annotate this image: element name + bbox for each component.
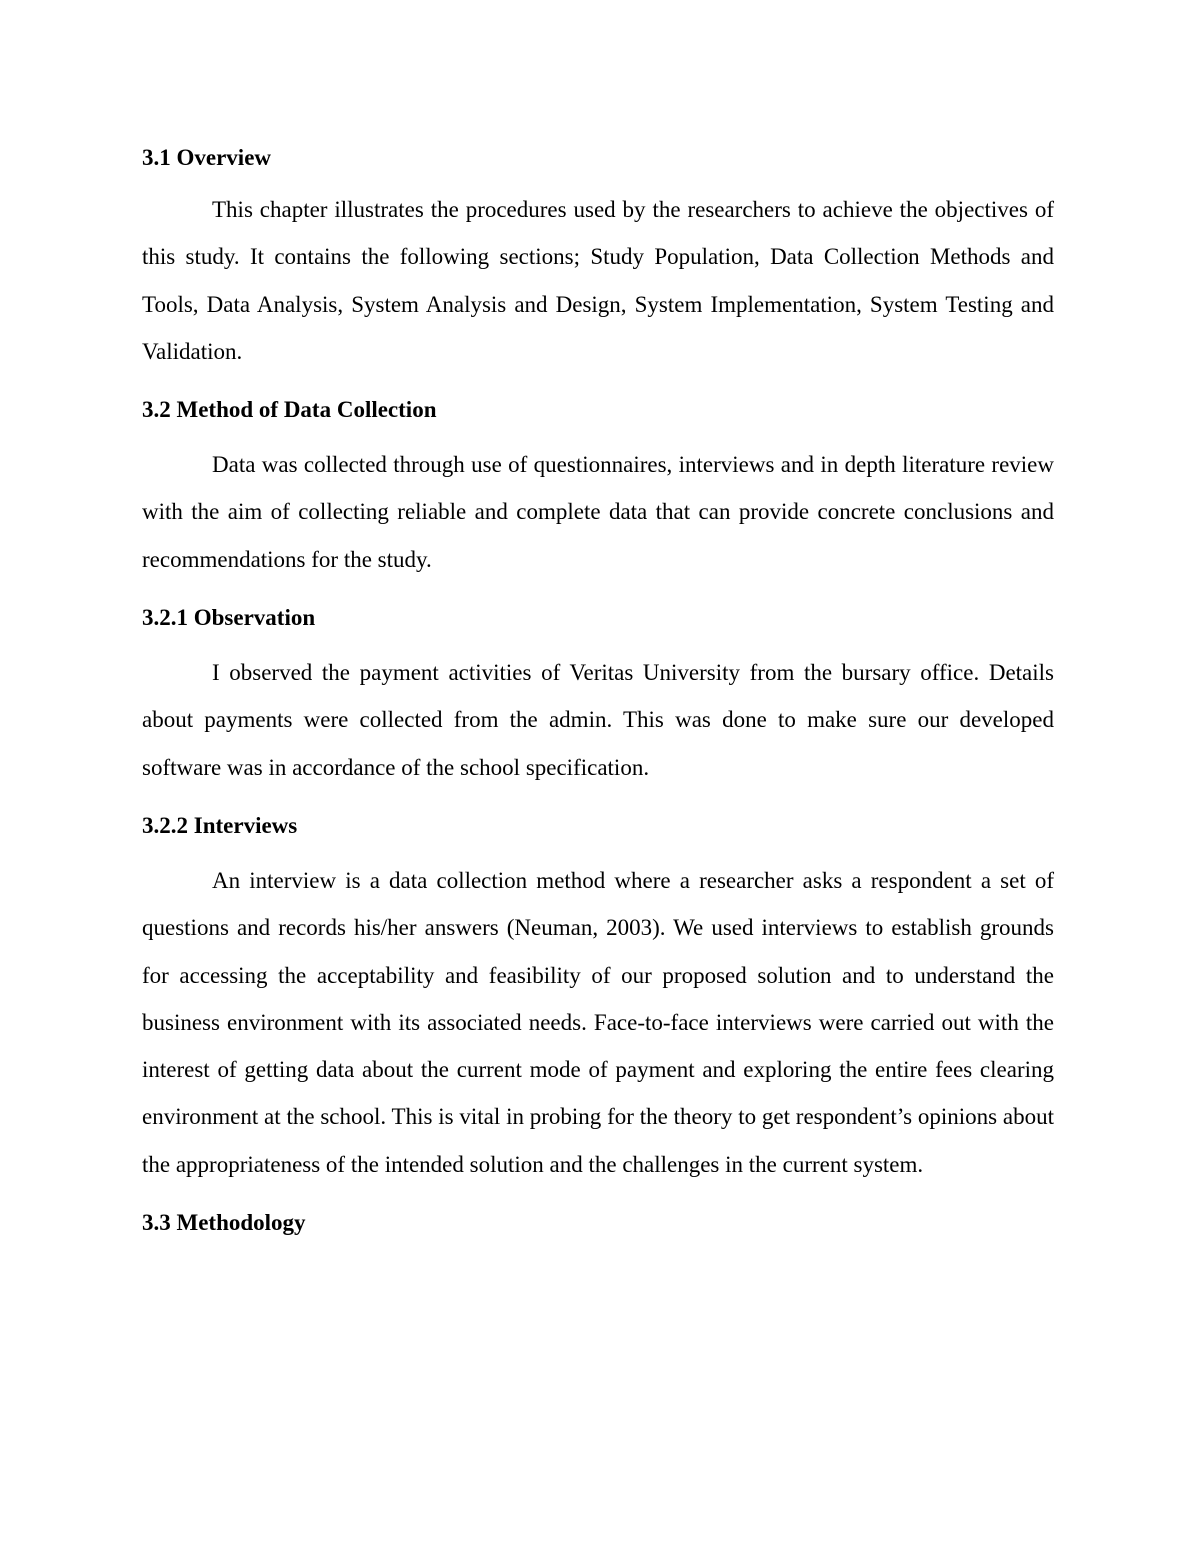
document-page (142, 138, 1054, 1243)
paragraph-observation: I observed the payment activities of Veritas University from the bursary office. Details about payments were collected from the admin. This was done to make sure our developed software was in accordance of the school specification. (142, 660, 1054, 780)
section-heading-method-of-data-collection: 3.2 Method of Data Collection (142, 397, 437, 423)
section-heading-interviews: 3.2.2 Interviews (142, 812, 298, 838)
paragraph-interviews: An interview is a data collection method where a researcher asks a respondent a set of questions and records his/her answers (Neuman, 2003). We used interviews to establish grounds for accessing the acceptability and feasibility of our proposed solution and to understand the business environment with its associated needs. Face-to-face interviews were carried out with the interest of getting data about the current mode of payment and exploring the entire fees clearing environment at the school. This is vital in probing for the theory to get respondent’s opinions about the appropriateness of the intended solution and the challenges in the current system. (142, 867, 1054, 1177)
paragraph-method-of-data-collection: Data was collected through use of questionnaires, interviews and in depth literature review with the aim of collecting reliable and complete data that can provide concrete conclusions and recommendations for the study. (142, 452, 1054, 572)
section-heading-overview: 3.1 Overview (142, 145, 272, 170)
section-heading-methodology: 3.3 Methodology (142, 1210, 306, 1236)
paragraph-overview: This chapter illustrates the procedures used by the researchers to achieve the objectives of this study. It contains the following sections; Study Population, Data Collection Methods and Tools, Data Analysis, System Analysis and Design, System Implementation, System Testing and Validation. (142, 197, 1054, 364)
section-heading-observation: 3.2.1 Observation (142, 605, 316, 631)
